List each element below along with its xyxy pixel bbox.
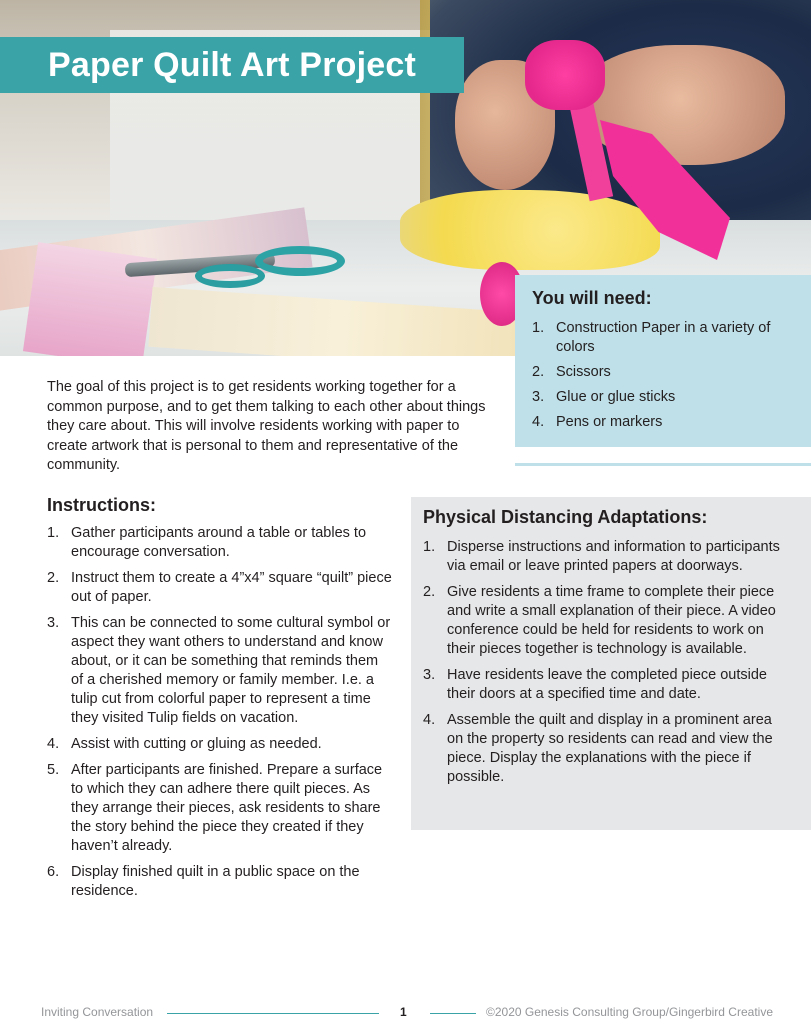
list-item: [532, 388, 793, 407]
list-item: [47, 735, 392, 754]
divider: [515, 463, 811, 466]
distancing-box: [411, 497, 811, 830]
item-number: 4.: [423, 712, 436, 728]
item-text: Have residents leave the completed piece outside their doors at a specified time and date.: [447, 667, 767, 702]
item-number: 5.: [47, 762, 60, 778]
item-number: 2.: [532, 364, 545, 380]
list-item: [423, 666, 789, 704]
list-item: [423, 538, 789, 576]
page-number: 1: [400, 1005, 407, 1019]
footer-series-title: Inviting Conversation: [41, 1005, 154, 1019]
item-text: Gather participants around a table or tables to encourage conversation.: [71, 525, 367, 560]
list-item: [532, 319, 793, 357]
item-text: Assemble the quilt and display in a prominent area on the property so residents can read and view the piece. Display the explanations with the piece if possible.: [447, 712, 773, 785]
photo-scissors-handle: [255, 246, 345, 276]
list-item: [423, 711, 789, 787]
list-item: [532, 413, 793, 432]
item-number: 1.: [532, 320, 545, 336]
footer-rule: [167, 1013, 379, 1014]
item-number: 1.: [47, 525, 60, 541]
supplies-list: [532, 319, 793, 432]
item-text: Give residents a time frame to complete their piece and write a small explanation of their piece. A video conference could be held for residents to work on their pieces together is technology is available.: [447, 584, 776, 657]
supplies-box: [515, 275, 811, 447]
page-footer: [0, 1003, 811, 1023]
item-number: 4.: [47, 736, 60, 752]
list-item: [532, 363, 793, 382]
item-text: Construction Paper in a variety of colors: [556, 320, 771, 355]
item-text: Disperse instructions and information to participants via email or leave printed papers at doorways.: [447, 539, 780, 574]
intro-paragraph: The goal of this project is to get residents working together for a common purpose, and to get them talking to each other about things they care about. This will involve residents working with paper to create artwork that is personal to them and representative of the community.: [47, 379, 486, 473]
footer-rule: [430, 1013, 476, 1014]
item-number: 4.: [532, 414, 545, 430]
item-number: 2.: [423, 584, 436, 600]
list-item: [47, 863, 392, 901]
list-item: [47, 614, 392, 728]
photo-pink-paper: [23, 242, 157, 356]
item-number: 1.: [423, 539, 436, 555]
title-banner: [0, 37, 464, 93]
instructions-heading: Instructions:: [47, 495, 157, 515]
item-number: 3.: [423, 667, 436, 683]
photo-yellow-paper: [400, 190, 660, 270]
item-text: Pens or markers: [556, 414, 663, 430]
list-item: [47, 524, 392, 562]
item-text: Glue or glue sticks: [556, 389, 676, 405]
distancing-heading: Physical Distancing Adaptations:: [423, 507, 708, 527]
instructions-section: [47, 495, 392, 908]
item-text: Display finished quilt in a public space on the residence.: [71, 864, 360, 899]
item-text: Assist with cutting or gluing as needed.: [71, 736, 322, 752]
list-item: [47, 761, 392, 856]
instructions-list: [47, 524, 392, 901]
photo-scissors-handle: [195, 264, 265, 288]
item-number: 2.: [47, 570, 60, 586]
footer-copyright: ©2020 Genesis Consulting Group/Gingerbird Creative: [486, 1005, 773, 1019]
item-text: Scissors: [556, 364, 611, 380]
item-number: 3.: [532, 389, 545, 405]
item-number: 6.: [47, 864, 60, 880]
supplies-heading: You will need:: [532, 288, 652, 308]
list-item: [423, 583, 789, 659]
item-text: Instruct them to create a 4”x4” square “quilt” piece out of paper.: [71, 570, 392, 605]
distancing-list: [423, 538, 789, 787]
item-number: 3.: [47, 615, 60, 631]
photo-pink-crepe-roll: [525, 40, 605, 110]
page-title: Paper Quilt Art Project: [48, 45, 416, 84]
item-text: After participants are finished. Prepare a surface to which they can adhere there quilt pieces. As they arrange their pieces, ask residents to share the story behind the piece they created if they haven’t already.: [71, 762, 383, 854]
list-item: [47, 569, 392, 607]
item-text: This can be connected to some cultural symbol or aspect they want others to understand and know about, or it can be something that reminds them of a cherished memory or family member. I.e. a tulip cut from colorful paper to represent a time they visited Tulip fields on vacation.: [71, 615, 391, 726]
